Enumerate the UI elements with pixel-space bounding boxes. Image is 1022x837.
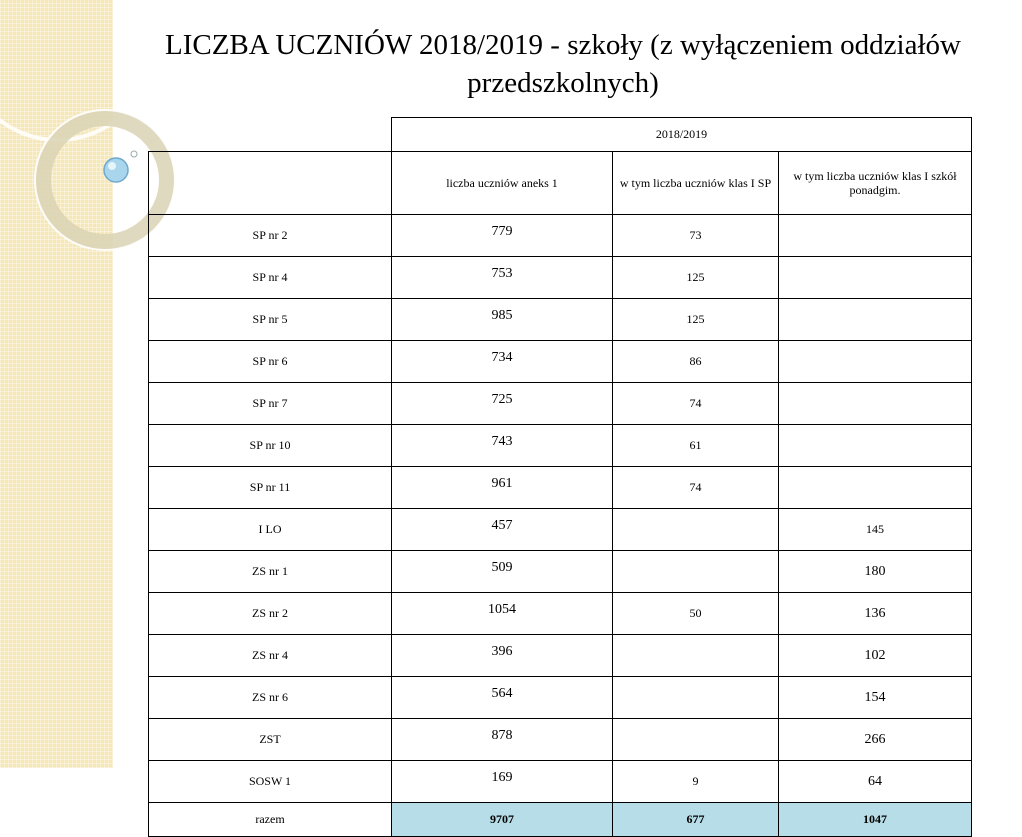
header-school	[149, 152, 392, 215]
total-students-cell: 509	[392, 551, 613, 593]
first-class-pg-cell: 154	[779, 677, 972, 719]
table-row	[149, 509, 972, 551]
school-name-cell: SP nr 11	[149, 467, 392, 509]
table-row	[149, 593, 972, 635]
table-row	[149, 257, 972, 299]
grand-total-sp-cell: 677	[613, 803, 779, 837]
first-class-pg-cell	[779, 257, 972, 299]
school-name-cell: SP nr 2	[149, 215, 392, 257]
total-students-cell: 878	[392, 719, 613, 761]
table-header-row	[149, 152, 972, 215]
table-row	[149, 341, 972, 383]
first-class-sp-cell	[613, 551, 779, 593]
school-name-cell: SP nr 5	[149, 299, 392, 341]
table-row	[149, 719, 972, 761]
students-table	[148, 117, 972, 837]
total-students-cell: 1054	[392, 593, 613, 635]
first-class-pg-cell	[779, 383, 972, 425]
total-students-cell: 779	[392, 215, 613, 257]
table-row	[149, 635, 972, 677]
first-class-pg-cell	[779, 299, 972, 341]
first-class-sp-cell	[613, 677, 779, 719]
first-class-sp-cell	[613, 509, 779, 551]
school-name-cell: ZS nr 4	[149, 635, 392, 677]
table-row	[149, 761, 972, 803]
first-class-pg-cell: 266	[779, 719, 972, 761]
first-class-pg-cell: 180	[779, 551, 972, 593]
first-class-sp-cell: 125	[613, 257, 779, 299]
total-students-cell: 753	[392, 257, 613, 299]
first-class-sp-cell: 61	[613, 425, 779, 467]
school-name-cell: ZST	[149, 719, 392, 761]
header-total: liczba uczniów aneks 1	[392, 152, 613, 215]
header-first-class-pg: w tym liczba uczniów klas I szkół ponadgim.	[779, 152, 972, 215]
first-class-pg-cell	[779, 425, 972, 467]
first-class-pg-cell: 136	[779, 593, 972, 635]
school-name-cell: ZS nr 1	[149, 551, 392, 593]
grand-total-pg-cell: 1047	[779, 803, 972, 837]
school-name-cell: I LO	[149, 509, 392, 551]
first-class-pg-cell	[779, 215, 972, 257]
total-students-cell: 985	[392, 299, 613, 341]
school-name-cell: SP nr 10	[149, 425, 392, 467]
blank-corner	[149, 118, 392, 152]
school-name-cell: ZS nr 6	[149, 677, 392, 719]
table-row	[149, 425, 972, 467]
first-class-sp-cell: 73	[613, 215, 779, 257]
first-class-pg-cell	[779, 467, 972, 509]
total-students-cell: 169	[392, 761, 613, 803]
first-class-sp-cell: 74	[613, 467, 779, 509]
table-row	[149, 215, 972, 257]
school-name-cell: SP nr 7	[149, 383, 392, 425]
table-row	[149, 677, 972, 719]
total-students-cell: 734	[392, 341, 613, 383]
table-year-row	[149, 118, 972, 152]
header-first-class-sp: w tym liczba uczniów klas I SP	[613, 152, 779, 215]
first-class-sp-cell: 74	[613, 383, 779, 425]
first-class-sp-cell	[613, 635, 779, 677]
page-title: LICZBA UCZNIÓW 2018/2019 - szkoły (z wyłączeniem oddziałów przedszkolnych)	[165, 29, 961, 99]
first-class-pg-cell: 64	[779, 761, 972, 803]
school-name-cell: SP nr 4	[149, 257, 392, 299]
first-class-pg-cell	[779, 341, 972, 383]
school-name-cell: SOSW 1	[149, 761, 392, 803]
total-students-cell: 743	[392, 425, 613, 467]
total-students-cell: 725	[392, 383, 613, 425]
total-students-cell: 457	[392, 509, 613, 551]
school-name-cell: SP nr 6	[149, 341, 392, 383]
table-row	[149, 551, 972, 593]
table-row	[149, 383, 972, 425]
first-class-sp-cell: 125	[613, 299, 779, 341]
first-class-sp-cell	[613, 719, 779, 761]
table-total-row	[149, 803, 972, 837]
first-class-sp-cell: 86	[613, 341, 779, 383]
total-students-cell: 961	[392, 467, 613, 509]
first-class-sp-cell: 9	[613, 761, 779, 803]
table-row	[149, 467, 972, 509]
grand-total-cell: 9707	[392, 803, 613, 837]
first-class-sp-cell: 50	[613, 593, 779, 635]
total-students-cell: 564	[392, 677, 613, 719]
school-name-cell: ZS nr 2	[149, 593, 392, 635]
first-class-pg-cell: 102	[779, 635, 972, 677]
first-class-pg-cell: 145	[779, 509, 972, 551]
year-header: 2018/2019	[392, 118, 972, 152]
table-row	[149, 299, 972, 341]
total-label-cell: razem	[149, 803, 392, 837]
total-students-cell: 396	[392, 635, 613, 677]
